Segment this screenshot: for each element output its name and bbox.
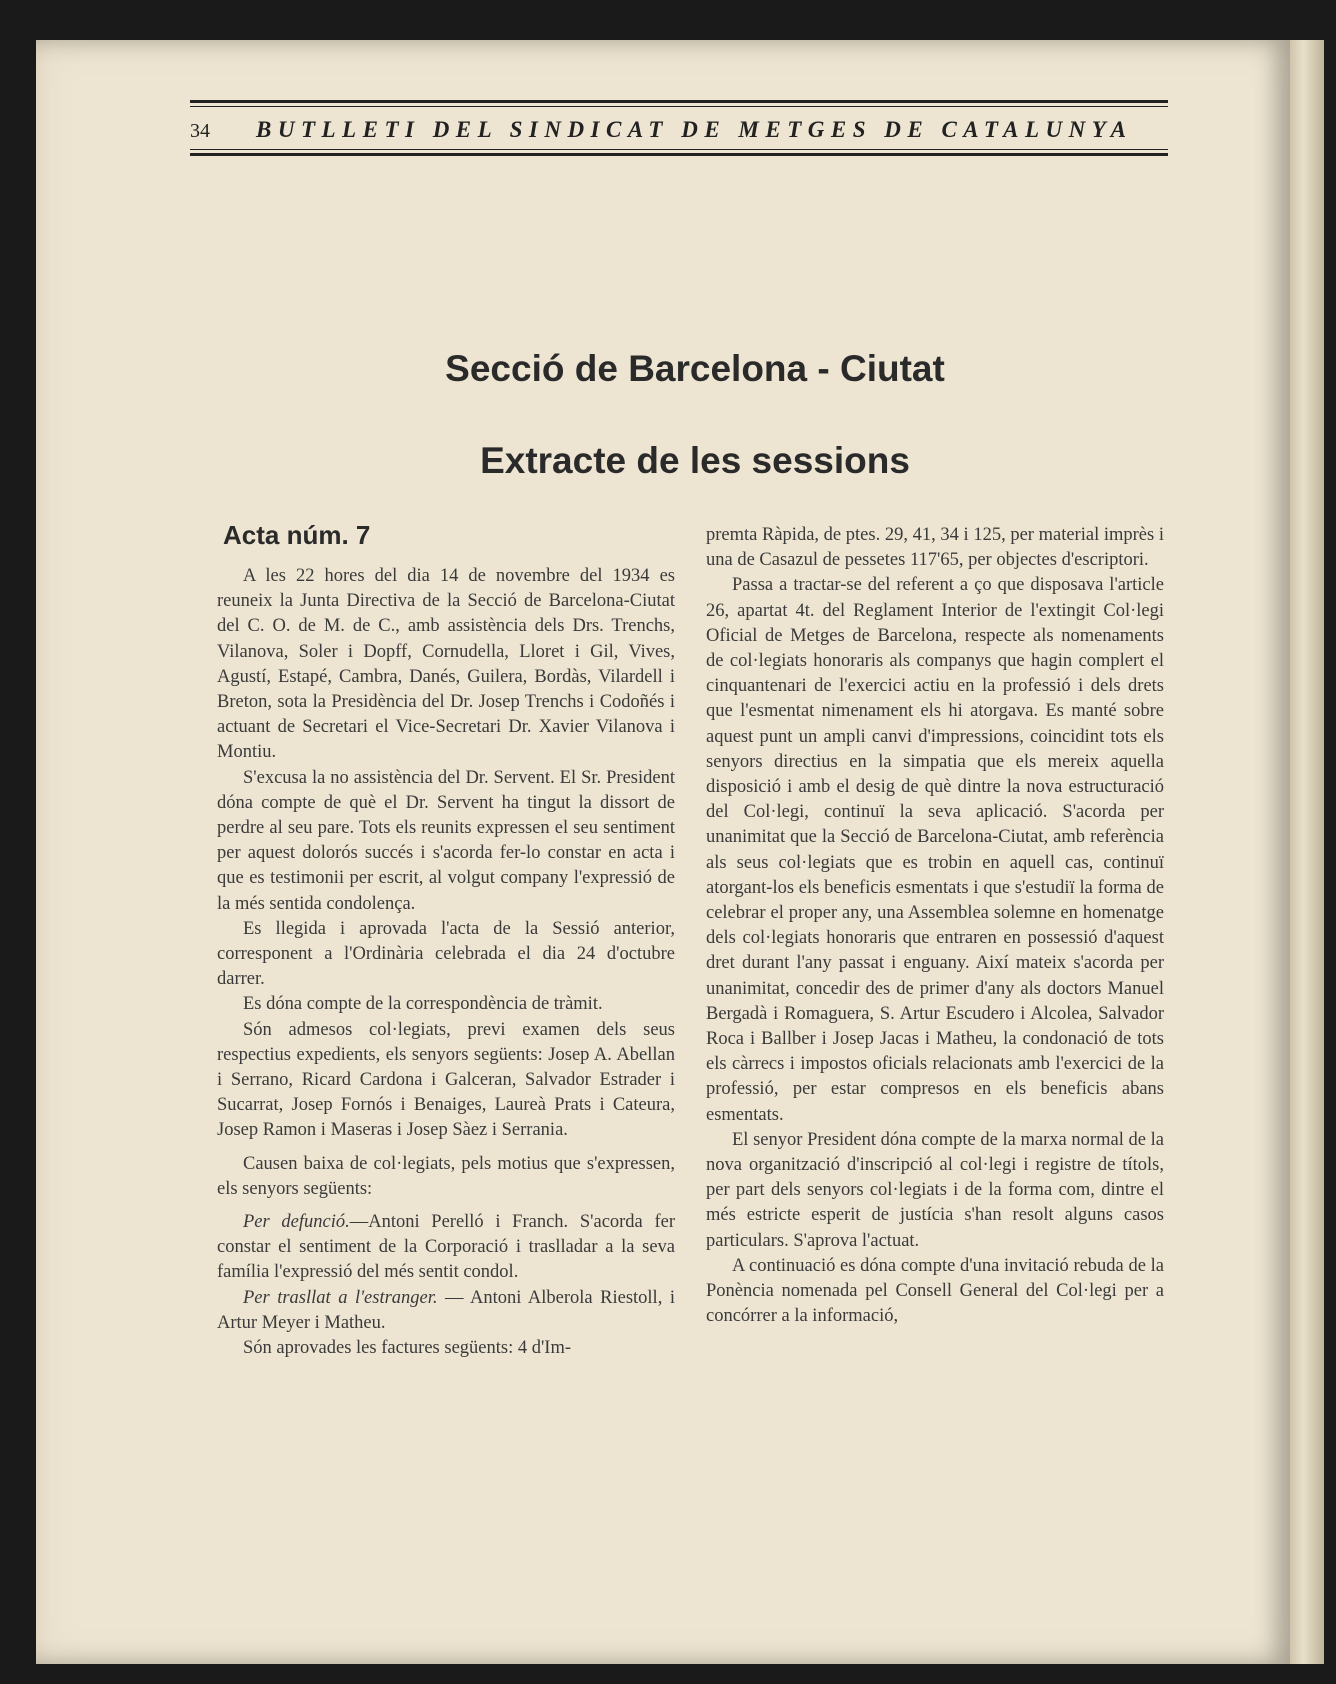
journal-title: BUTLLETI DEL SINDICAT DE METGES DE CATALUNYA — [256, 117, 1133, 142]
paragraph-label: Per trasllat a l'estranger. — [243, 1287, 438, 1308]
paragraph — [217, 1286, 675, 1336]
right-column — [706, 523, 1164, 1330]
paragraph-label: Per defunció. — [243, 1212, 350, 1233]
paragraph: S'excusa la no assistència del Dr. Servent. El Sr. President dóna compte de què el Dr. Servent ha tingut la dissort de perdre al seu pare. Tots els reunits expressen el seu sentiment per aquest dolorós succés i s'acorda fer-lo constar en acta i que es testimonii per escrit, al volgut company l'expressió de la més sentida condolença. — [217, 767, 675, 914]
running-header — [190, 100, 1168, 156]
left-column — [217, 520, 675, 1361]
paragraph-text: —Antoni Perelló i Franch. S'acorda fer constar el sentiment de la Corporació i traslladar a la seva família l'expressió del més sentit condol. — [217, 1212, 675, 1283]
paragraph: A continuació es dóna compte d'una invitació rebuda de la Ponència nomenada pel Consell General del Col·legi per a concórrer a la informació, — [706, 1255, 1164, 1327]
paragraph: Són admesos col·legiats, previ examen dels seus respectius expedients, els senyors següents: Josep A. Abellan i Serrano, Ricard Cardona i Galceran, Salvador Estrader i Sucarrat, Josep Fornós i Benaiges, Laureà Prats i Cateura, Josep Ramon i Maseras i Josep Sàez i Serrania. — [217, 1019, 675, 1141]
subtitle: Extracte de les sessions — [480, 440, 910, 481]
paragraph: Es llegida i aprovada l'acta de la Sessió anterior, corresponent a l'Ordinària celebrada el dia 24 d'octubre darrer. — [217, 918, 675, 990]
paragraph: Són aprovades les factures següents: 4 d'Im- — [243, 1338, 572, 1359]
page-number: 34 — [190, 120, 210, 142]
header-rule-top — [190, 100, 1168, 107]
paragraph: premta Ràpida, de ptes. 29, 41, 34 i 125, per material imprès i una de Casazul de pessetes 117'65, per objectes d'escriptori. — [706, 525, 1164, 571]
paragraph: Passa a tractar-se del referent a ço que disposava l'article 26, apartat 4t. del Reglament Interior de l'extingit Col·legi Oficial de Metges de Barcelona, respecte als nomenaments de col·legiats honoraris als companys que hagin complert el cinquantenari de l'exercici actiu en la professió i dels drets que l'esmentat nimenament els hi atorgava. Es manté sobre aquest punt un ampli canvi d'impressions, coincidint tots els senyors directius en la simpatia que els mereix aquella disposició i amb el desig de què dintre la nova estructuració del Col·legi, continuï la seva aplicació. S'acorda per unanimitat que la Secció de Barcelona-Ciutat, amb referència als seus col·legiats que es trobin en aquell cas, continuï atorgant-los els beneficis esmentats i que s'estudiï la forma de celebrar el proper any, una Assemblea solemne en homenatge dels col·legiats honoraris que entraren en possessió d'aquest dret durant l'any passat i enguany. Així mateix s'acorda per unanimitat, concedir des de primer d'any als doctors Manuel Bergadà i Romaguera, S. Artur Escudero i Alcolea, Salvador Roca i Ballber i Josep Jacas i Matheu, la condonació de tots els càrrecs i impostos oficials relacionats amb l'exercici de la professió, per estar compresos en els beneficis abans esmentats. — [706, 575, 1164, 1125]
paragraph-text: — Antoni Alberola Riestoll, i Artur Meyer i Matheu. — [217, 1287, 675, 1333]
paragraph: Es dóna compte de la correspondència de tràmit. — [243, 994, 603, 1015]
paragraph: El senyor President dóna compte de la marxa normal de la nova organització d'inscripció al col·legi i registre de títols, per part dels senyors col·legiats i de la forma com, dintre el més estricte esperit de justícia s'han resolt alguns casos particulars. S'aprova l'actuat. — [706, 1129, 1164, 1251]
paragraph: A les 22 hores del dia 14 de novembre del 1934 es reuneix la Junta Directiva de la Secció de Barcelona-Ciutat del C. O. de M. de C., amb assistència dels Drs. Trenchs, Vilanova, Soler i Dopff, Cornudella, Lloret i Gil, Vives, Agustí, Estapé, Cambra, Danés, Guilera, Bordàs, Vilardell i Breton, sota la Presidència del Dr. Josep Trenchs i Codoñés i actuant de Secretari el Vice-Secretari Dr. Xavier Vilanova i Montiu. — [217, 566, 675, 763]
paragraph: Causen baixa de col·legiats, pels motius que s'expressen, els senyors següents: — [217, 1153, 675, 1199]
acta-heading: Acta núm. 7 — [223, 520, 371, 550]
header-rule-bottom — [190, 149, 1168, 156]
header-row — [190, 117, 1168, 143]
section-title: Secció de Barcelona - Ciutat — [445, 348, 945, 389]
page-edge — [1290, 40, 1324, 1664]
paragraph — [217, 1210, 675, 1286]
